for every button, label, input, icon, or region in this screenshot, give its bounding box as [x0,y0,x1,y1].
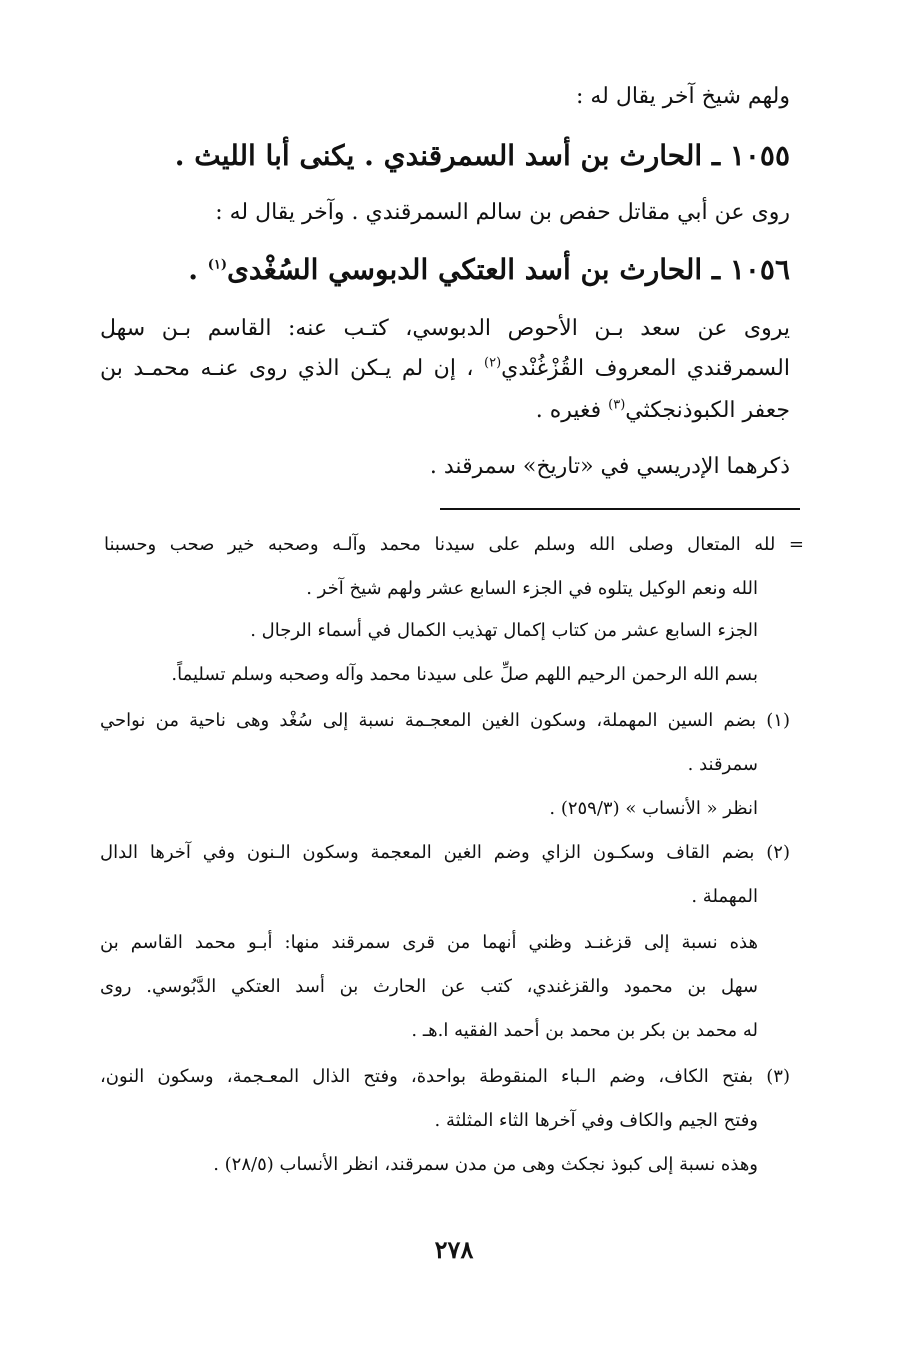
paragraph-line-1: يروى عن سعد بـن الأحوص الدبوسي، كتـب عنه: القاسم بـن سهل [100,316,791,341]
footnote-separator [440,508,800,510]
footnote-2-line: سهل بن محمود والقزغندي، كتب عن الحارث بن أسد العتكي الدَّبُوسي. روى [100,976,758,997]
footnote-3: (٣) بفتح الكاف، وضم الـباء المنقوطة بواحدة، وفتح الذال المعـجمة، وسكون النون، [100,1066,790,1087]
footnote-continuation: الجزء السابع عشر من كتاب إكمال تهذيب الكمال في أسماء الرجال . [250,620,758,641]
footnote-2-line: له محمد بن بكر بن محمد بن أحمد الفقيه ا.هـ . [411,1020,758,1041]
paragraph-line-3 [100,396,790,426]
paragraph-text: جعفر الكبوذنجكثي [625,398,790,423]
paragraph-text: فغيره . [535,398,609,423]
footnote-continuation: بسم الله الرحمن الرحيم اللهم صلِّ على سيدنا محمد وآله وصحبه وسلم تسليماً. [171,664,758,685]
footnote-2-line: هذه نسبة إلى قزغنـد وظني أنهما من قرى سمرقند منها: أبـو محمد القاسم بن [100,932,758,953]
footnote-1-line: انظر « الأنساب » (٢٥٩/٣) . [549,798,758,819]
footnote-marker-3: (٣) [608,397,626,413]
paragraph-line-4: ذكرهما الإدريسي في «تاريخ» سمرقند . [429,454,790,479]
intro-line: ولهم شيخ آخر يقال له : [575,84,790,109]
footnote-1-line: سمرقند . [687,754,758,775]
paragraph-text: ، إن لم يـكن الذي روى عنـه محمـد بن [100,356,484,381]
entry-text-1055: روى عن أبي مقاتل حفص بن سالم السمرقندي . وآخر يقال له : [215,200,790,225]
entry-heading-end: . [188,253,208,286]
footnote-3-line: وفتح الجيم والكاف وفي آخرها الثاء المثلثة . [434,1110,758,1131]
entry-heading-1055: ١٠٥٥ ـ الحارث بن أسد السمرقندي . يكنى أبا الليث . [174,139,790,172]
footnote-continuation: = لله المتعال وصلى الله وسلم على سيدنا محمد وآلـه وصحبه خير صحب وحسبنا [104,534,804,555]
footnote-2-line: المهملة . [691,886,758,907]
footnote-2: (٢) بضم القاف وسكـون الزاي وضم الغين المعجمة وسكون الـنون وفي آخرها الدال [100,842,790,863]
entry-heading-text: ١٠٥٦ ـ الحارث بن أسد العتكي الدبوسي السُغْدى [227,253,790,286]
entry-heading-1056 [100,252,790,288]
paragraph-line-2 [100,354,790,384]
footnote-continuation: الله ونعم الوكيل يتلوه في الجزء السابع عشر ولهم شيخ آخر . [306,578,758,599]
footnote-marker-1: (١) [207,257,228,273]
footnote-marker-2: (٢) [484,355,502,371]
page-number: ٢٧٨ [434,1235,474,1264]
footnote-3-line: وهذه نسبة إلى كبوذ نجكث وهى من مدن سمرقند، انظر الأنساب (٢٨/٥) . [213,1154,758,1175]
paragraph-text: السمرقندي المعروف القُزْغُنْدي [501,356,791,381]
footnote-1: (١) بضم السين المهملة، وسكون الغين المعجـمة نسبة إلى سُغْد وهى ناحية من نواحي [100,710,790,731]
